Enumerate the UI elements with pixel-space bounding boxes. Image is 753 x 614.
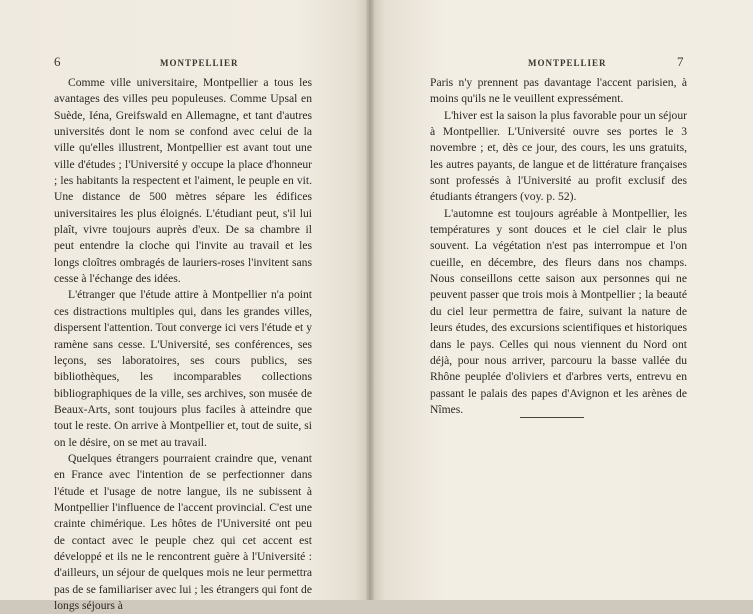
- paragraph: Quelques étrangers pourraient craindre que, venant en France avec l'intention de se perfectionner dans l'étude et l'usage de notre langue, ils ne subissent à Montpellier l'influence de l'accent provincial. C'est une crainte chimérique. Les hôtes de l'Université ont peu de contact avec le peuple chez qui cet accent est développé et ils ne le rencontrent guère à l'Université : d'ailleurs, un séjour de quelques mois ne leur permettra pas de se familiariser avec lui ; les étrangers qui font de longs séjours à: [54, 451, 312, 612]
- paragraph: L'étranger que l'étude attire à Montpellier n'a point ces distractions multiples qui, dans les grandes villes, dispersent l'attention. Tout converge ici vers l'étude et y ramène sans cesse. L'Université, ses conférences, ses leçons, ses laboratoires, ses cours publics, ses bibliothèques, les incomparables collections bibliographiques de la ville, ses archives, son musée de Beaux-Arts, sont toujours plus faciles à atteindre que tout le reste. On arrive à Montpellier et, tout de suite, si on le désire, on se met au travail.: [54, 288, 312, 449]
- body-text: [430, 75, 687, 418]
- book-gutter: [366, 0, 374, 600]
- section-end-rule: [520, 417, 584, 418]
- page-number: 6: [54, 54, 61, 69]
- right-page: [370, 0, 753, 600]
- running-head: MONTPELLIER: [160, 58, 239, 68]
- paragraph: Comme ville universitaire, Montpellier a tous les avantages des villes peu populeuses. Comme Upsal en Suède, Iéna, Greifswald en Allemagne, et tant d'autres universités dont le nom se confond avec celui de la ville qu'elles illustrent, Montpellier est avant tout une ville d'études ; l'Université y occupe la place d'honneur ; les habitants la respectent et l'aiment, le peuple en vit. Une distance de 500 mètres sépare les édifices universitaires les plus éloignés. L'étudiant peut, s'il lui plaît, vivre toujours auprès d'eux. De sa chambre il peut entendre la cloche qui l'invite au travail et les longs cloîtres ombragés de lauriers-roses l'invitent sans cesse à l'échange des idées.: [54, 76, 312, 286]
- left-page: [0, 0, 370, 612]
- paragraph: L'automne est toujours agréable à Montpellier, les températures y sont douces et le ciel clair le plus souvent. La végétation n'est pas interrompue et l'on cueille, en décembre, des fleurs dans nos champs. Nous conseillons cette saison aux personnes qui ne peuvent passer que trois mois à Montpellier ; la beauté du ciel leur permettra de faire, suivant la nature de leurs études, des excursions scientifiques et historiques dans le pays. Celles qui nous viennent du Nord ont déjà, pour nous arriver, parcouru la basse vallée du Rhône peuplée d'oliviers et d'arbres verts, entrevu en passant le palais des papes d'Avignon et les arènes de Nîmes.: [430, 206, 687, 416]
- paragraph: Paris n'y prennent pas davantage l'accent parisien, à moins qu'ils ne le veuillent expressément.: [430, 76, 687, 106]
- body-text: [54, 75, 312, 614]
- running-head: MONTPELLIER: [528, 58, 607, 68]
- page-number: 7: [677, 54, 684, 69]
- paragraph: L'hiver est la saison la plus favorable pour un séjour à Montpellier. L'Université ouvre ses portes le 3 novembre ; et, dès ce jour, des cours, les uns gratuits, les autres payants, de langue et de littérature françaises sont professés à l'Université au profit exclusif des étudiants étrangers (voy. p. 52).: [430, 108, 687, 204]
